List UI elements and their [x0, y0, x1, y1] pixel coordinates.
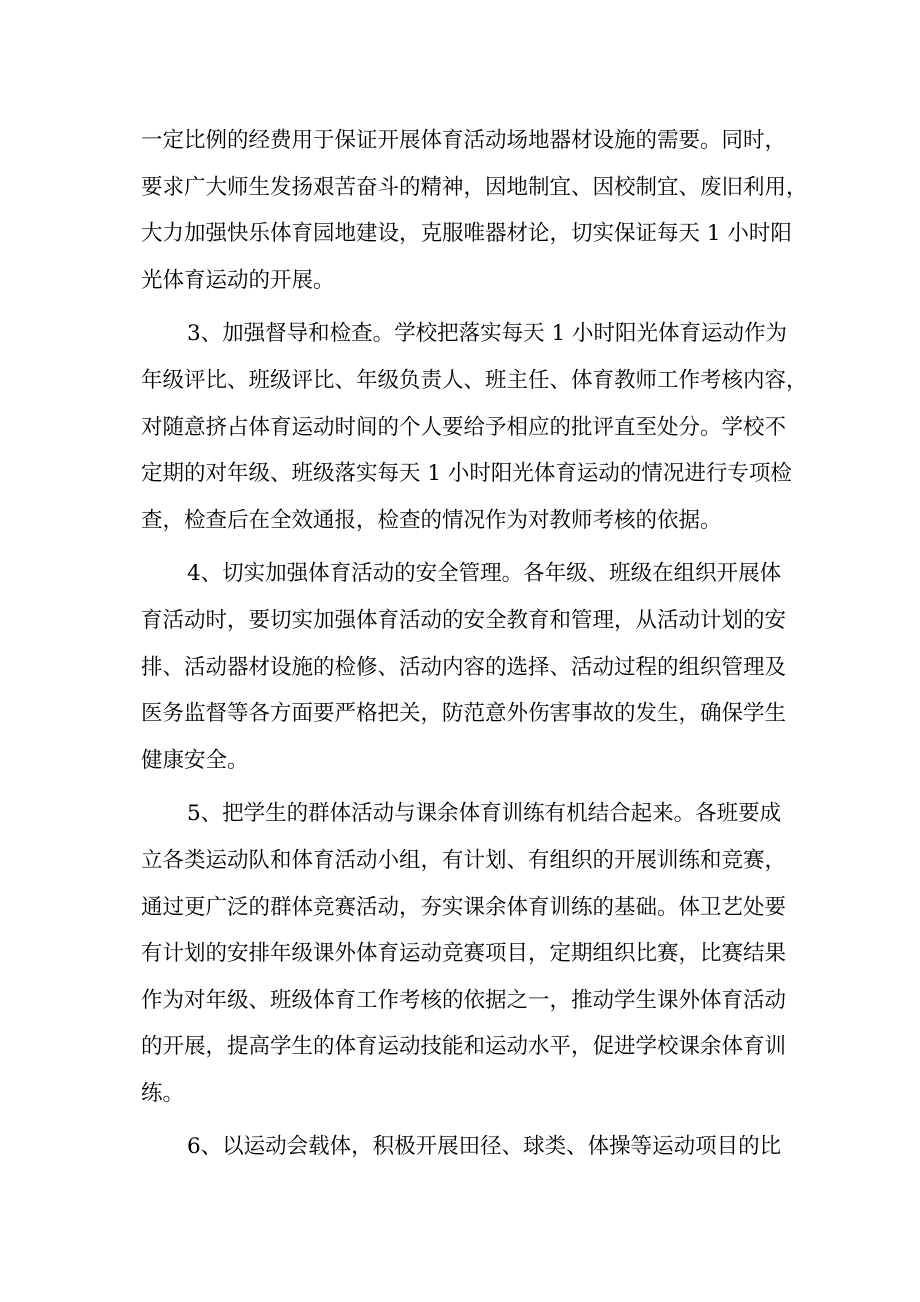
paragraph-item-5-training	[141, 791, 787, 1117]
text-line: 练。	[141, 1080, 185, 1106]
text-line: 排、活动器材设施的检修、活动内容的选择、活动过程的组织管理及	[141, 654, 787, 680]
text-line: 3、加强督导和检查。学校把落实每天 1 小时阳光体育运动作为	[187, 321, 788, 347]
paragraph-item-4-safety	[141, 551, 787, 784]
text-line: 大力加强快乐体育园地建设，克服唯器材论，切实保证每天 1 小时阳	[141, 221, 792, 247]
paragraph-item-3-supervision	[141, 311, 808, 544]
text-line: 的开展，提高学生的体育运动技能和运动水平，促进学校课余体育训	[141, 1034, 787, 1060]
text-line: 4、切实加强体育活动的安全管理。各年级、班级在组织开展体	[187, 561, 782, 587]
text-line: 育活动时，要切实加强体育活动的安全教育和管理，从活动计划的安	[141, 607, 787, 633]
text-line: 健康安全。	[141, 747, 249, 773]
text-line: 医务监督等各方面要严格把关，防范意外伤害事故的发生，确保学生	[141, 701, 787, 727]
text-line: 有计划的安排年级课外体育运动竞赛项目，定期组织比赛，比赛结果	[141, 941, 787, 967]
text-line: 查，检查后在全效通报，检查的情况作为对教师考核的依据。	[141, 507, 722, 533]
paragraph-funding	[141, 118, 808, 304]
text-line: 立各类运动队和体育活动小组，有计划、有组织的开展训练和竞赛，	[141, 847, 787, 873]
text-line: 对随意挤占体育运动时间的个人要给予相应的批评直至处分。学校不	[141, 414, 787, 440]
text-line: 一定比例的经费用于保证开展体育活动场地器材设施的需要。同时，	[141, 128, 787, 153]
text-line: 通过更广泛的群体竞赛活动，夯实课余体育训练的基础。体卫艺处要	[141, 894, 787, 920]
text-line: 光体育运动的开展。	[141, 267, 335, 293]
text-line: 定期的对年级、班级落实每天 1 小时阳光体育运动的情况进行专项检	[141, 461, 792, 487]
text-line: 年级评比、班级评比、年级负责人、班主任、体育教师工作考核内容，	[141, 367, 808, 393]
text-line: 6、以运动会载体，积极开展田径、球类、体操等运动项目的比	[187, 1134, 782, 1160]
text-line: 要求广大师生发扬艰苦奋斗的精神，因地制宜、因校制宜、废旧利用，	[141, 174, 808, 200]
text-line: 5、把学生的群体活动与课余体育训练有机结合起来。各班要成	[187, 801, 782, 827]
text-line: 作为对年级、班级体育工作考核的依据之一，推动学生课外体育活动	[141, 987, 787, 1013]
document-body	[141, 118, 808, 1178]
paragraph-item-6-sports-meet	[141, 1124, 781, 1171]
